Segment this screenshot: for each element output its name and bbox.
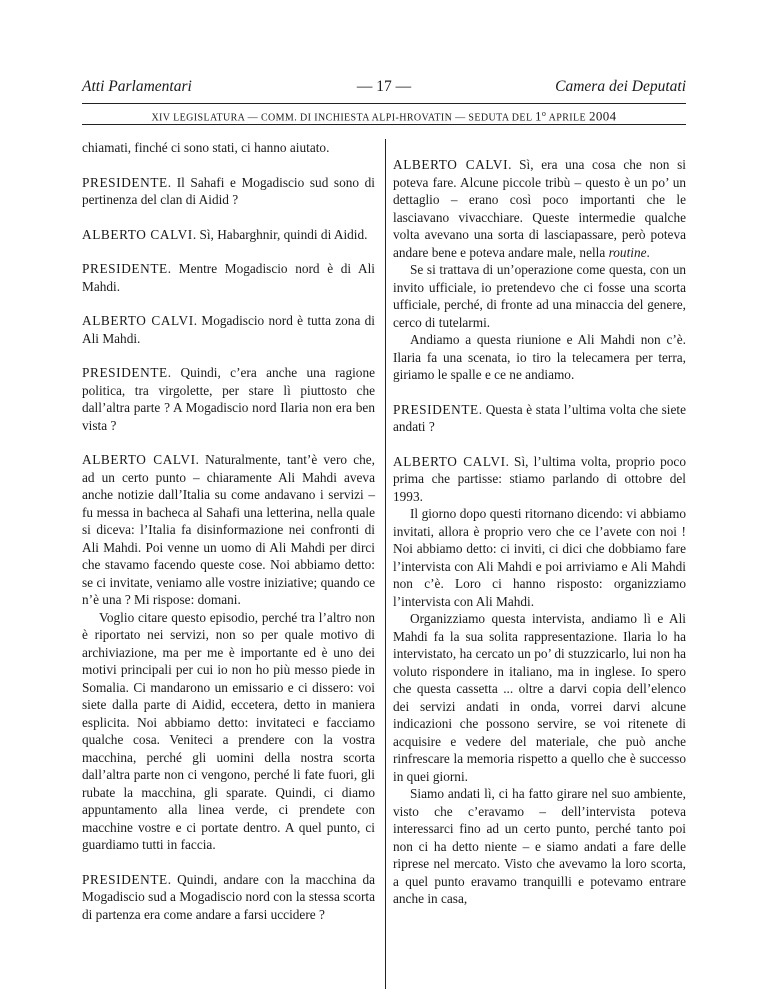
speaker-name: PRESIDENTE	[82, 365, 168, 380]
paragraph	[82, 312, 375, 347]
paragraph	[393, 785, 686, 908]
paragraph	[393, 453, 686, 506]
paragraph	[82, 174, 375, 209]
paragraph-text: . Sì, Habarghnir, quindi di Aidid.	[192, 226, 368, 242]
paragraph	[393, 331, 686, 384]
session-year: 2004	[588, 108, 617, 124]
paragraph	[82, 226, 375, 244]
speaker-name: PRESIDENTE	[82, 174, 168, 190]
paragraph	[393, 261, 686, 331]
paragraph	[393, 156, 686, 261]
header-publication: Atti Parlamentari	[82, 78, 192, 95]
column-divider	[385, 139, 386, 989]
paragraph	[82, 451, 375, 609]
paragraph-tail: .	[646, 244, 650, 260]
page-header	[82, 78, 686, 100]
session-line-text: XIV LEGISLATURA — COMM. DI INCHIESTA ALPI-HROVATIN — SEDUTA DEL	[151, 112, 535, 124]
speaker-name: ALBERTO CALVI	[82, 313, 194, 328]
session-day-ordinal: o	[541, 109, 547, 118]
paragraph-text: chiamati, finché ci sono stati, ci hanno aiutato.	[82, 140, 330, 155]
session-day: 1	[534, 108, 542, 124]
paragraph-text: . Sì, era una cosa che non si poteva fare. Alcune piccole tribù – questo è un po’ un dettaglio – erano così poco importanti che le lasciavano vivacchiare. Queste intermedie qualche volta avevano una sorta di lasciapassare, però poteva andare bene e poteva andare male, nella	[393, 157, 686, 260]
speaker-name: ALBERTO CALVI	[82, 452, 196, 467]
paragraph-text: . Quindi, andare con la macchina da Mogadiscio sud a Mogadiscio nord con la stessa scorta di partenza era come andare a farsi uccidere ?	[82, 871, 375, 922]
paragraph-text: . Questa è stata l’ultima volta che siete andati ?	[393, 401, 686, 434]
paragraph	[82, 364, 375, 434]
paragraph-text: . Sì, l’ultima volta, proprio poco prima che partisse: stiamo parlando di ottobre del 1993.	[393, 453, 686, 504]
speaker-name: PRESIDENTE	[82, 261, 168, 276]
speaker-name: PRESIDENTE	[393, 401, 479, 417]
paragraph-text: Se si trattava di un’operazione come questa, con un invito ufficiale, io pretendevo che ci fosse una scorta ufficiale, perché, di fronte ad una minaccia del genere, cerco di tutelarmi.	[393, 262, 686, 330]
speaker-name: ALBERTO CALVI	[82, 226, 193, 242]
paragraph	[393, 505, 686, 610]
paragraph-text: Voglio citare questo episodio, perché tra l’altro non è riportato nei servizi, non so per quale motivo di archiviazione, ma per me è importante ed è uno dei motivi principali per cui io non ho più messo piede in Somalia. Ci mandarono un emissario e ci dissero: voi siete dalla parte di Aidid, eccetera, detto in maniera esplicita. Noi abbiamo detto: invitateci e facciamo qualche cosa. Veniteci a prendere con la vostra macchina, perché gli uomini della nostra scorta dall’altra parte non ci vengono, perché li fate fuori, gli rubate la macchina, gli sparate. Quindi, ci diamo appuntamento alla linea verde, ci prendete con macchine vostre e ci portate dentro. A quel punto, ci guardiamo tutti in faccia.	[82, 609, 375, 852]
paragraph	[82, 871, 375, 924]
paragraph	[82, 609, 375, 854]
paragraph-text: Il giorno dopo questi ritornano dicendo: vi abbiamo invitati, allora è proprio vero che ce l’avete con noi ! Noi abbiamo detto: ci inviti, ci dici che dobbiamo fare l’intervista con Ali Mahdi e poi arriviamo e Ali Mahdi non c’è. Loro ci hanno risposto: organizziamo l’intervista con Ali Mahdi.	[393, 506, 686, 609]
paragraph	[393, 610, 686, 785]
paragraph-text: . Naturalmente, tant’è vero che, ad un certo punto – chiaramente Ali Mahdi aveva anche notizie dall’Italia su come andavano i servizi – fu messa in bacheca al Sahafi una letterina, nella quale si diceva: l’Italia fa disinformazione nei confronti di Ali Mahdi. Poi venne un uomo di Ali Mahdi per dirci che stavamo facendo queste cose. Noi abbiamo detto: se ci invitate, veniamo alle vostre iniziative; quando ce n’è una ? Mi rispose: domani.	[82, 452, 375, 607]
paragraph-text: . Mogadiscio nord è tutta zona di Ali Mahdi.	[82, 313, 375, 346]
speaker-name: PRESIDENTE	[82, 871, 168, 887]
paragraph	[393, 401, 686, 436]
speaker-name: ALBERTO CALVI	[393, 453, 506, 469]
paragraph-text: Organizziamo questa intervista, andiamo lì e Ali Mahdi fa la sua solita rappresentazione. Ilaria lo ha intervistato, ha cercato un po’ di stuzzicarlo, lui non ha voluto rispondere in italiano, ma in inglese. Io spero che questa cassetta ... oltre a darvi copia dell’elenco dei servizi andati in onda, vorrei darvi alcune indicazioni che possono servire, se voi ritenete di acquisire e vedere del materiale, che può anche rinfrescare la memoria rispetto a quello che è successo in quei giorni.	[393, 611, 686, 784]
paragraph-text: Andiamo a questa riunione e Ali Mahdi non c’è. Ilaria fa una scenata, io tiro la telecamera per terra, giriamo le spalle e ce ne andiamo.	[393, 332, 686, 382]
paragraph-text: . Il Sahafi e Mogadiscio sud sono di pertinenza del clan di Aidid ?	[82, 174, 375, 207]
right-column	[393, 139, 686, 908]
header-rule-bottom	[82, 124, 686, 125]
page-number: — 17 —	[356, 78, 412, 95]
italic-term: routine	[608, 244, 647, 260]
paragraph	[82, 260, 375, 295]
left-column	[82, 139, 375, 923]
header-chamber: Camera dei Deputati	[555, 78, 686, 95]
paragraph	[82, 139, 375, 157]
session-month: APRILE	[546, 112, 589, 124]
paragraph-text: . Mentre Mogadiscio nord è di Ali Mahdi.	[82, 261, 375, 294]
paragraph-text: Siamo andati lì, ci ha fatto girare nel suo ambiente, visto che c’eravamo – dell’intervista poteva interessarci fino ad un certo punto, perché tanto poi non ci ha detto niente – e siamo andati a fare delle riprese nel mercato. Visto che avevamo la loro scorta, a quel punto eravamo tranquilli e potevamo entrare anche in casa,	[393, 786, 686, 906]
paragraph-text: . Quindi, c’era anche una ragione politica, tra virgolette, per stare lì piuttosto che dall’altra parte ? A Mogadiscio nord Ilaria non era ben vista ?	[82, 365, 375, 433]
speaker-name: ALBERTO CALVI	[393, 157, 509, 172]
